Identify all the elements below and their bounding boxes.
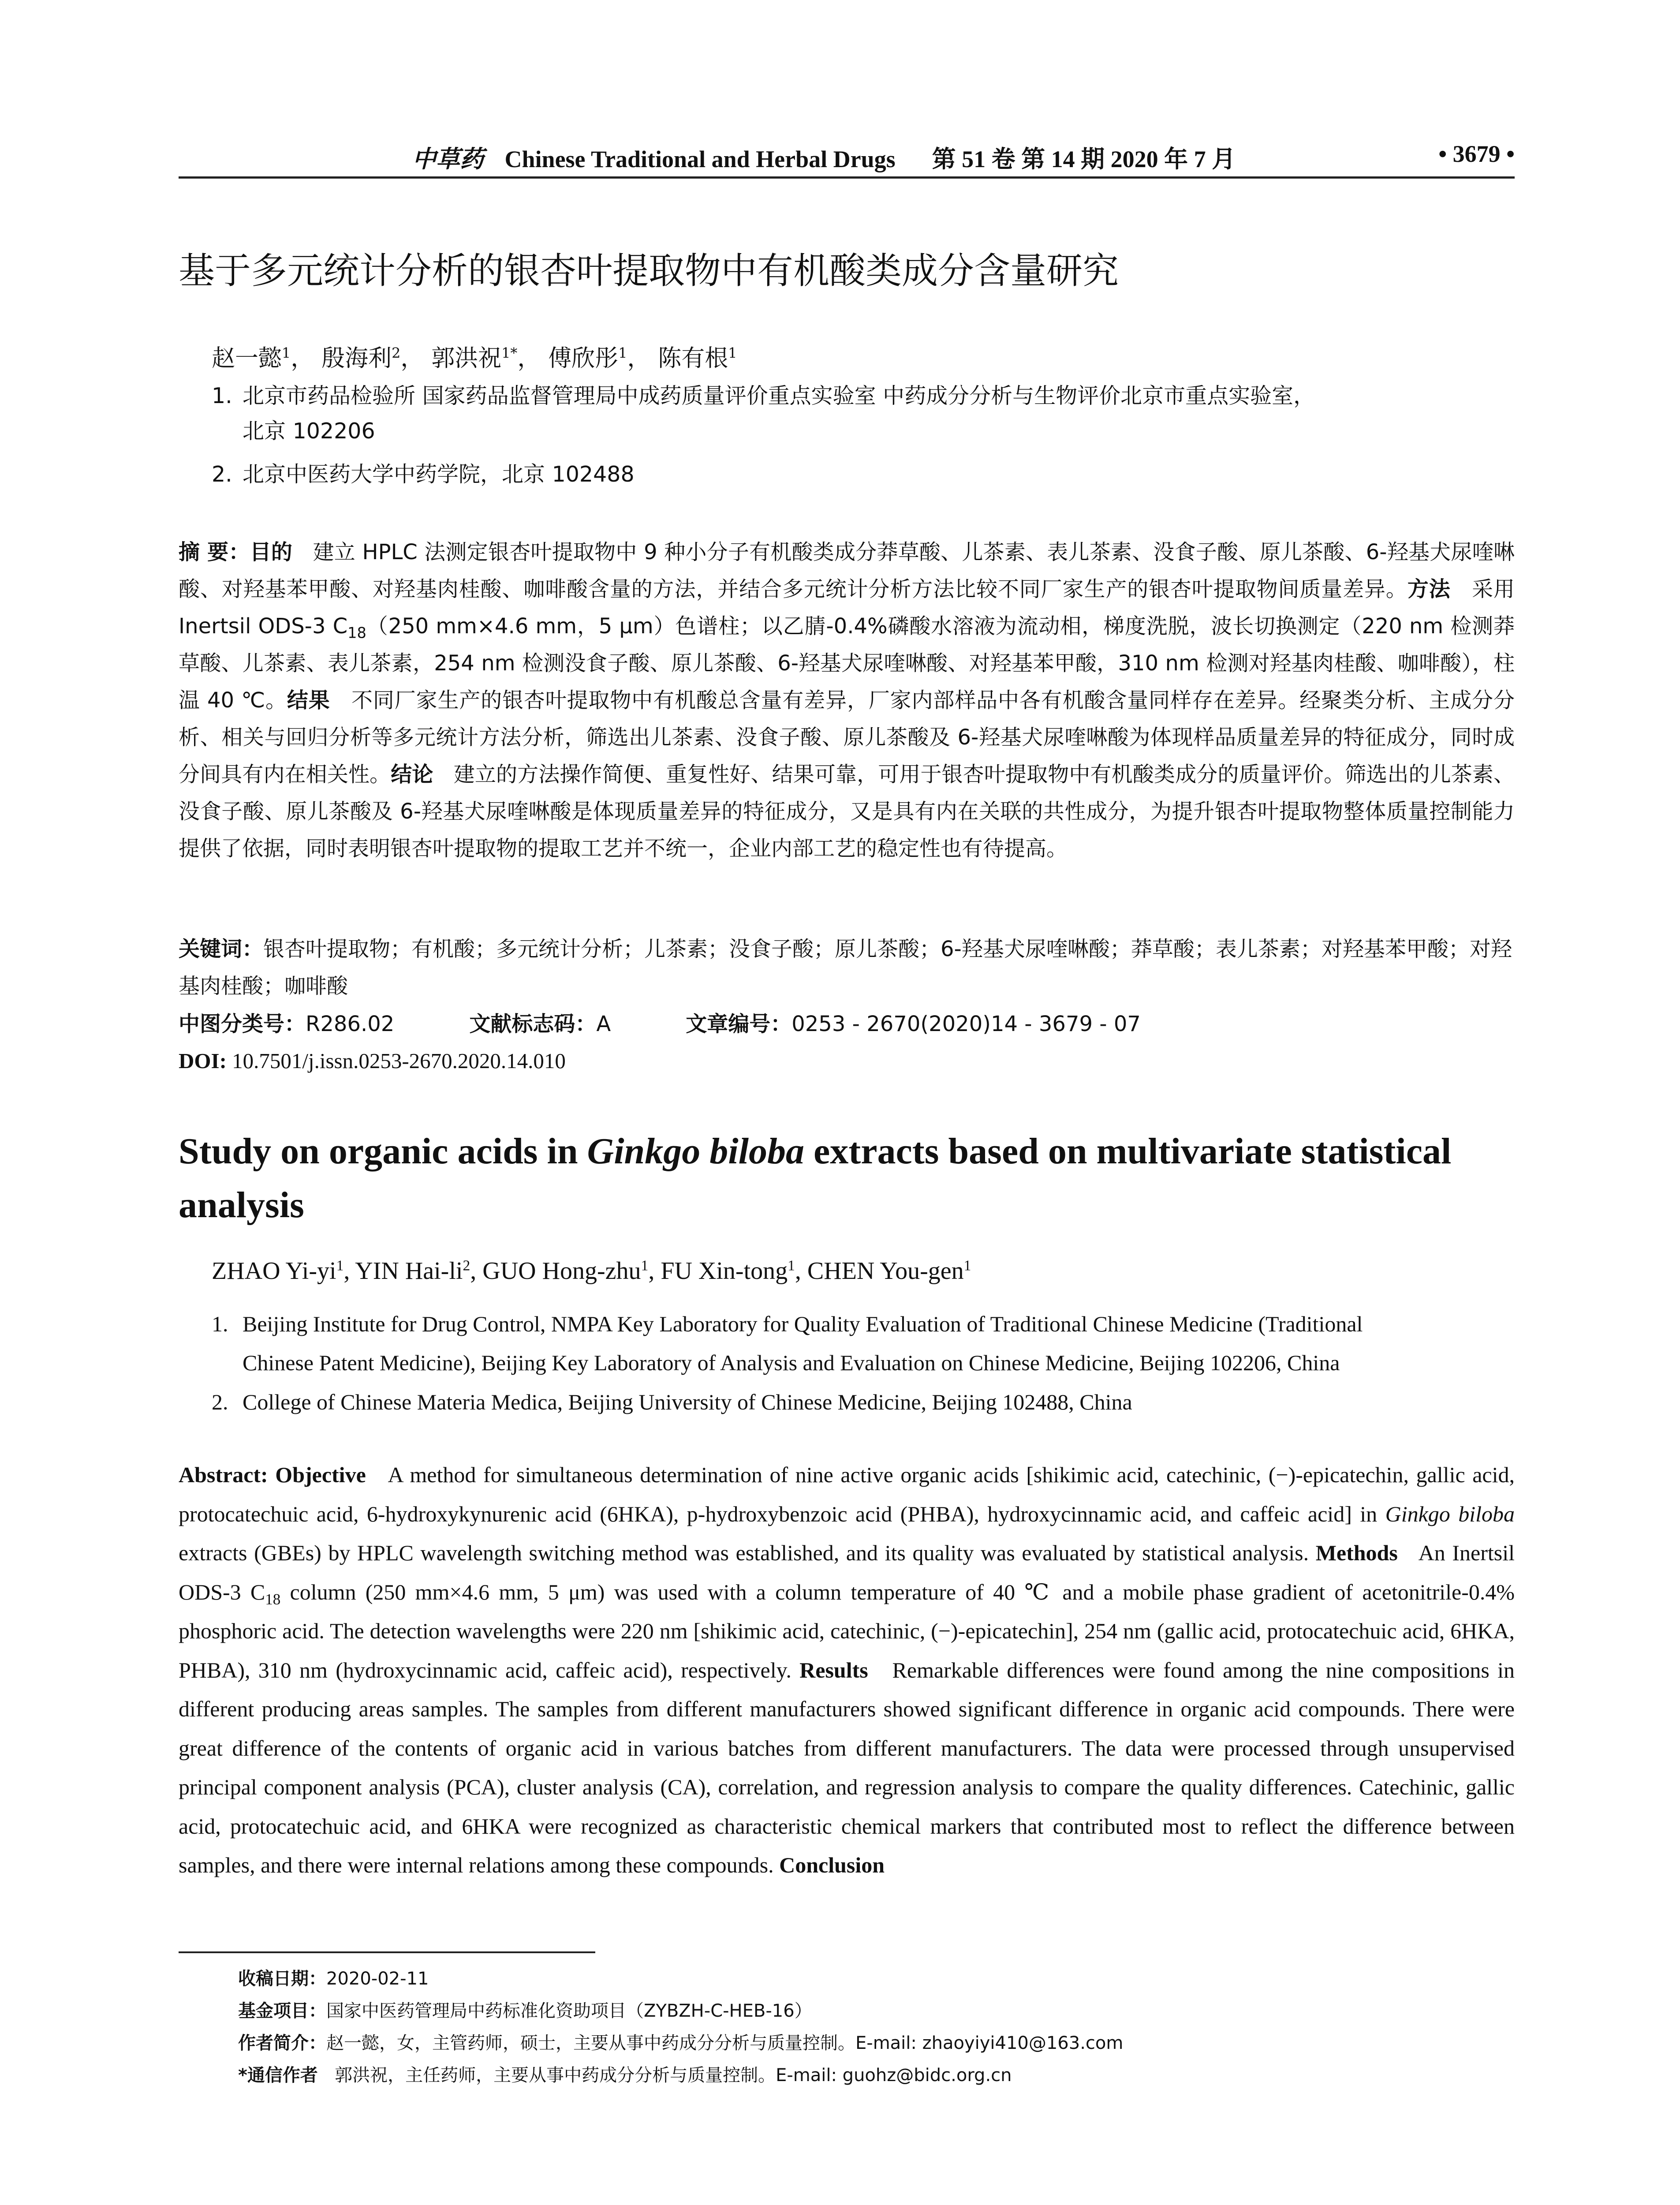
author: GUO Hong-zhu$^1$: [482, 1257, 649, 1285]
author: YIN Hai-$li^2$: [355, 1257, 470, 1285]
footnote-corresponding: *通信作者 郭洪祝，主任药师，主要从事中药成分分析与质量控制。E-mail: guohz@bidc.org.cn: [238, 2065, 1012, 2085]
en-affiliation-1: 1. Beijing Institute for Drug Control, NMPA Key Laboratory for Quality Evaluation of Traditional Chinese Medicine (Traditional Chinese Patent Medicine), Beijing Key Laboratory of Analysis and Evaluation on Chinese Medicine, Beijing 102206, China: [212, 1312, 1363, 1375]
en-affiliation-2: 2. College of Chinese Materia Medica, Beijing University of Chinese Medicine, Beijing 102488, China: [212, 1390, 1132, 1414]
author: 陈有根$^1$: [658, 345, 737, 372]
author: 郭洪祝$^{1*}$: [431, 345, 518, 372]
footnote-received: 收稿日期：2020-02-11: [238, 1969, 429, 1989]
author: CHEN You-gen$^1$: [807, 1257, 971, 1285]
classification-line: 中图分类号：R286.02 文献标志码：A 文章编号：0253 - 2670(2020)14 - 3679 - 07: [179, 1012, 1141, 1036]
journal-issue: 第 51 卷 第 14 期 2020 年 7 月: [932, 146, 1236, 172]
doi: DOI: 10.7501/j.issn.0253-2670.2020.14.010: [179, 1049, 566, 1073]
page-number: • 3679 •: [1438, 141, 1515, 167]
author: FU Xin-tong$^1$: [661, 1257, 795, 1285]
author: ZHAO $Yi-yi^1$: [212, 1257, 344, 1285]
cn-title: 基于多元统计分析的银杏叶提取物中有机酸类成分含量研究: [179, 250, 1119, 292]
en-title: Study on organic acids in Ginkgo biloba extracts based on multivariate statistical analysis: [179, 1131, 1452, 1226]
footnote-funding: 基金项目：国家中医药管理局中药标准化资助项目（ZYBZH-C-HEB-16）: [238, 2001, 812, 2021]
cn-keywords: 关键词：银杏叶提取物；有机酸；多元统计分析；儿茶素；没食子酸；原儿茶酸；6-羟基犬尿喹啉酸；莽草酸；表儿茶素；对羟基苯甲酸；对羟基肉桂酸；咖啡酸: [179, 937, 1512, 998]
en-authors: ZHAO $Yi-yi^1$, YIN Hai-$li^2$, GUO Hong-zhu$^1$, FU Xin-tong$^1$, CHEN You-gen$^1$: [212, 1257, 971, 1285]
running-header: [179, 140, 1515, 176]
author: 傅欣彤$^1$: [548, 345, 627, 372]
journal-name-cn: 中草药: [412, 145, 484, 173]
author: 赵一懿$^1$: [212, 345, 291, 372]
cn-affiliation-1: 1. 北京市药品检验所 国家药品监督管理局中成药质量评价重点实验室 中药成分分析与生物评价北京市重点实验室， 北京 102206: [212, 383, 1315, 444]
cn-abstract: 摘 要：目的 建立 HPLC 法测定银杏叶提取物中 9 种小分子有机酸类成分莽草酸、儿茶素、表儿茶素、没食子酸、原儿茶酸、6-羟基犬尿喹啉酸、对羟基苯甲酸、对羟基肉桂酸、咖啡酸含量的方法，并结合多元统计分析方法比较不同厂家生产的银杏叶提取物间质量差异。方法 采用 Inertsil ODS-3 $C_{18}(250$ mm×4.6 mm，5 μm）色谱柱；以乙腈-0.4%磷酸水溶液为流动相，梯度洗脱，波长切换测定（220 nm 检测莽草酸、儿茶素、表儿茶素，254 nm 检测没食子酸、原儿茶酸、6-羟基犬尿喹啉酸、对羟基苯甲酸，310 nm 检测对羟基肉桂酸、咖啡酸），柱温 40 ℃。结果 不同厂家生产的银杏叶提取物中有机酸总含量有差异，厂家内部样品中各有机酸含量同样存在差异。经聚类分析、主成分分析、相关与回归分析等多元统计方法分析，筛选出儿茶素、没食子酸、原儿茶酸及 6-羟基犬尿喹啉酸为体现样品质量差异的特征成分，同时成分间具有内在相关性。结论 建立的方法操作简便、重复性好、结果可靠，可用于银杏叶提取物中有机酸类成分的质量评价。筛选出的儿茶素、没食子酸、原儿茶酸及 6-羟基犬尿喹啉酸是体现质量差异的特征成分，又是具有内在关联的共性成分，为提升银杏叶提取物整体质量控制能力提供了依据，同时表明银杏叶提取物的提取工艺并不统一，企业内部工艺的稳定性也有待提高。: [179, 540, 1515, 861]
journal-name-en: Chinese Traditional and Herbal Drugs: [504, 146, 896, 172]
header-divider: [179, 176, 1515, 179]
cn-affiliation-2: 2. 北京中医药大学中药学院，北京 102488: [212, 462, 635, 487]
footnote-author-bio: 作者简介：赵一懿，女，主管药师，硕士，主要从事中药成分分析与质量控制。E-mail: zhaoyiyi410@163.com: [238, 2033, 1124, 2053]
en-abstract: Abstract: Objective A method for simultaneous determination of nine active organic acids [shikimic acid, catechinic, (−)-epicatechin, gallic acid, protocatechuic acid, 6-hydroxykynurenic acid (6HKA), p-hydroxybenzoic acid (PHBA), hydroxycinnamic acid, and caffeic acid] in Ginkgo biloba extracts (GBEs) by HPLC wavelength switching method was established, and its quality was evaluated by statistical analysis. Methods An Inertsil ODS-3 $C_{18}$ column (250 mm×4.6 mm, 5 μm) was used with a column temperature of 40 ℃ and a mobile phase gradient of acetonitrile-0.4% phosphoric acid. The detection wavelengths were 220 nm [shikimic acid, catechinic, (−)-epicatechin], 254 nm (gallic acid, protocatechuic acid, 6HKA, PHBA), 310 nm (hydroxycinnamic acid, caffeic acid), respectively. Results Remarkable differences were found among the nine compositions in different producing areas samples. The samples from different manufacturers showed significant difference in organic acid compounds. There were great difference of the contents of organic acid in various batches from different manufacturers. The data were processed through unsupervised principal component analysis (PCA), cluster analysis (CA), correlation, and regression analysis to compare the quality differences. Catechinic, gallic acid, protocatechuic acid, and 6HKA were recognized as characteristic chemical markers that contributed most to reflect the difference between samples, and there were internal relations among these compounds. Conclusion: [179, 1462, 1515, 1877]
journal-name: [412, 140, 1236, 174]
cn-authors: 赵一懿$^1$， 殷海利$^2$， 郭洪祝$^{1*}$， 傅欣彤$^1$， 陈有根$^1$: [212, 345, 737, 372]
footnote-divider: [179, 1951, 595, 1953]
author: 殷海利$^2$: [321, 345, 401, 372]
